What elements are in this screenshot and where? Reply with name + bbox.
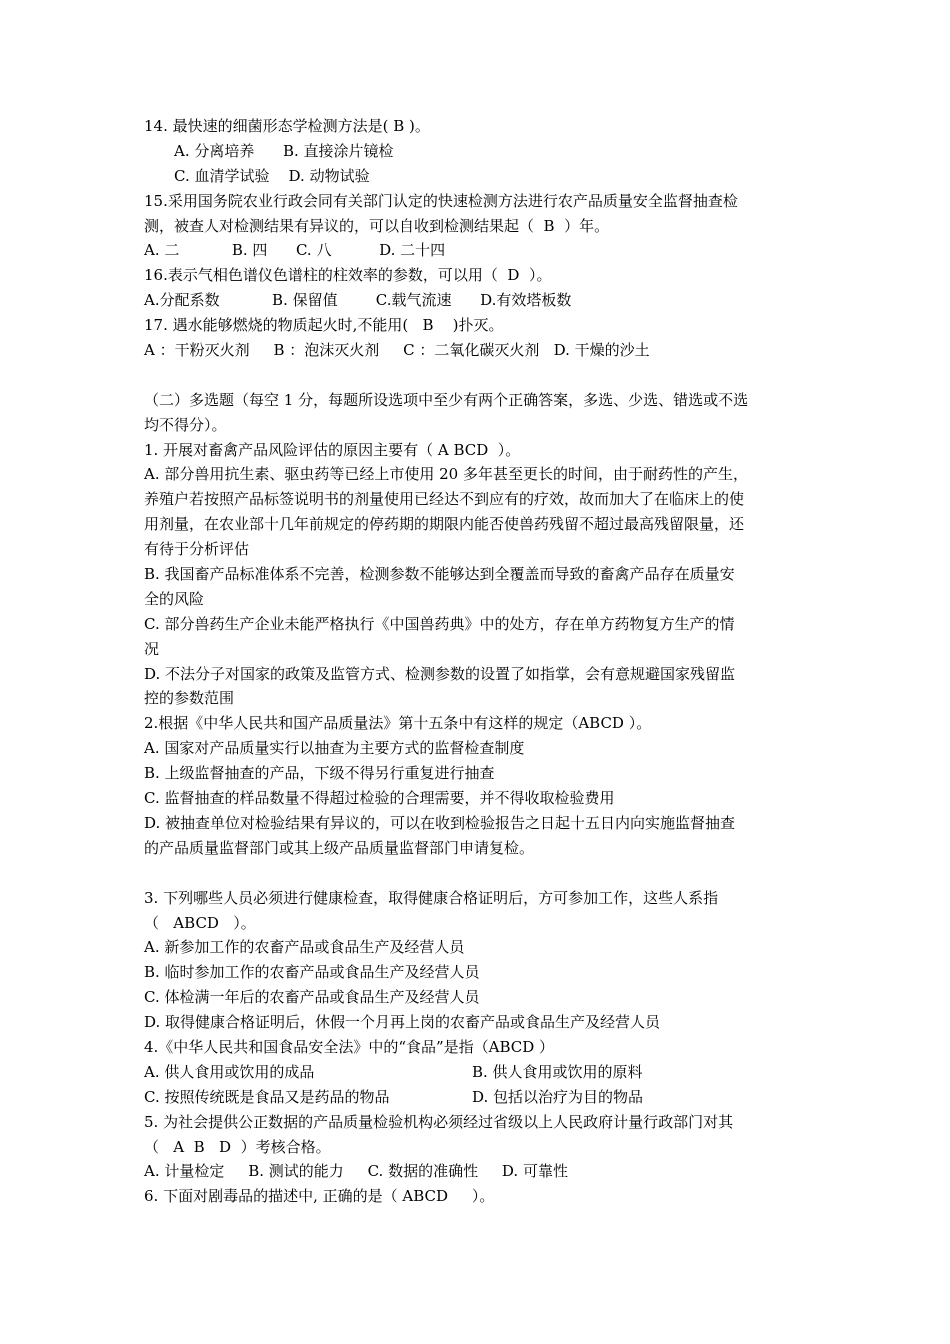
option-c: C. 按照传统既是食品又是药品的物品 [144,1087,390,1106]
question-text: 测，被查人对检测结果有异议的，可以自收到检测结果起（ B ）年。 [144,216,610,235]
question-text: （ ABCD ）。 [144,913,256,932]
option-d: D. 包括以治疗为目的物品 [472,1087,644,1106]
question-text: 16.表示气相色谱仪色谱柱的柱效率的参数，可以用（ D ）。 [144,266,552,285]
spacer [144,861,812,886]
question-text: 2.根据《中华人民共和国产品质量法》第十五条中有这样的规定（ABCD ）。 [144,714,652,733]
option-a: A. 供人食用或饮用的成品 [144,1062,315,1081]
option-text: 有待于分析评估 [144,540,250,559]
option-text: 况 [144,639,160,658]
option-text: D. 不法分子对国家的政策及监管方式、检测参数的设置了如指掌，会有意规避国家残留监 [144,664,736,683]
option-text: 的产品质量监督部门或其上级产品质量监督部门申请复检。 [144,838,535,857]
option-line: A. 二 B. 四 C. 八 D. 二十四 [144,241,446,260]
question-text: 14. 最快速的细菌形态学检测方法是( B )。 [144,117,430,135]
section-header-text: （二）多选题（每空 1 分，每题所设选项中至少有两个正确答案，多选、少选、错选或不选 [144,390,749,409]
option-text: 用剂量，在农业部十几年前规定的停药期的期限内能否使兽药残留不超过最高残留限量，还 [144,515,745,534]
option-text: B. 上级监督抽查的产品，下级不得另行重复进行抽查 [144,764,495,783]
option-text: D. 取得健康合格证明后，休假一个月再上岗的农畜产品或食品生产及经营人员 [144,1013,661,1032]
option-text: 养殖户若按照产品标签说明书的剂量使用已经达不到应有的疗效，故而加大了在临床上的使 [144,490,745,509]
question-text: （ A B D ）考核合格。 [144,1137,331,1156]
option-text: 控的参数范围 [144,689,235,708]
question-16 [144,263,812,313]
option-text: 全的风险 [144,589,205,608]
option-text: B. 临时参加工作的农畜产品或食品生产及经营人员 [144,963,480,982]
option-line: A ：干粉灭火剂 B ：泡沫灭火剂 C ：二氧化碳灭火剂 D. 干燥的沙土 [144,341,650,360]
question-text: 3. 下列哪些人员必须进行健康检查，取得健康合格证明后，方可参加工作，这些人系指 [144,888,719,907]
option-row [144,1060,812,1085]
option-text: D. 被抽查单位对检验结果有异议的，可以在收到检验报告之日起十五日内向实施监督抽查 [144,813,736,832]
question-text: 1. 开展对畜禽产品风险评估的原因主要有（ A BCD ）。 [144,440,521,459]
question-text: 5. 为社会提供公正数据的产品质量检验机构必须经过省级以上人民政府计量行政部门对其 [144,1112,734,1131]
option-row [144,1085,812,1110]
question-text: 4.《中华人民共和国食品安全法》中的“食品”是指（ABCD ） [144,1037,555,1056]
option-text: A. 新参加工作的农畜产品或食品生产及经营人员 [144,938,465,957]
option-line: A.分配系数 B. 保留值 C.载气流速 D.有效塔板数 [144,291,572,310]
option-text: A. 部分兽用抗生素、驱虫药等已经上市使用 20 多年甚至更长的时间，由于耐药性的产生， [144,465,748,484]
multi-question-6 [144,1184,812,1209]
option-text: C. 体检满一年后的农畜产品或食品生产及经营人员 [144,988,480,1007]
multi-question-5 [144,1110,812,1185]
option-text: C. 部分兽药生产企业未能严格执行《中国兽药典》中的处方，存在单方药物复方生产的情 [144,614,735,633]
question-17 [144,313,812,363]
option-line: C. 血清学试验 D. 动物试验 [174,166,370,185]
option-b: B. 供人食用或饮用的原料 [472,1062,643,1081]
option-text: A. 国家对产品质量实行以抽查为主要方式的监督检查制度 [144,739,525,758]
option-text: C. 监督抽查的样品数量不得超过检验的合理需要，并不得收取检验费用 [144,789,615,808]
multi-question-4 [144,1035,812,1110]
option-line: A. 分离培养 B. 直接涂片镜检 [174,141,394,160]
spacer [144,363,812,388]
question-text: 6. 下面对剧毒品的描述中, 正确的是（ ABCD ）。 [144,1187,495,1206]
multi-question-2 [144,711,812,860]
question-text: 15.采用国务院农业行政会同有关部门认定的快速检测方法进行农产品质量安全监督抽查检 [144,191,738,210]
section-header-multi-choice [144,388,812,438]
question-15 [144,189,812,264]
multi-question-3 [144,886,812,1035]
option-text: B. 我国畜产品标准体系不完善，检测参数不能够达到全覆盖而导致的畜禽产品存在质量安 [144,565,735,584]
option-line: A. 计量检定 B. 测试的能力 C. 数据的准确性 D. 可靠性 [144,1162,568,1181]
multi-question-1 [144,438,812,712]
question-14 [144,114,812,189]
question-text: 17. 遇水能够燃烧的物质起火时,不能用( B )扑灭。 [144,316,504,335]
section-header-text: 均不得分）。 [144,415,227,434]
document-page [144,114,812,1209]
